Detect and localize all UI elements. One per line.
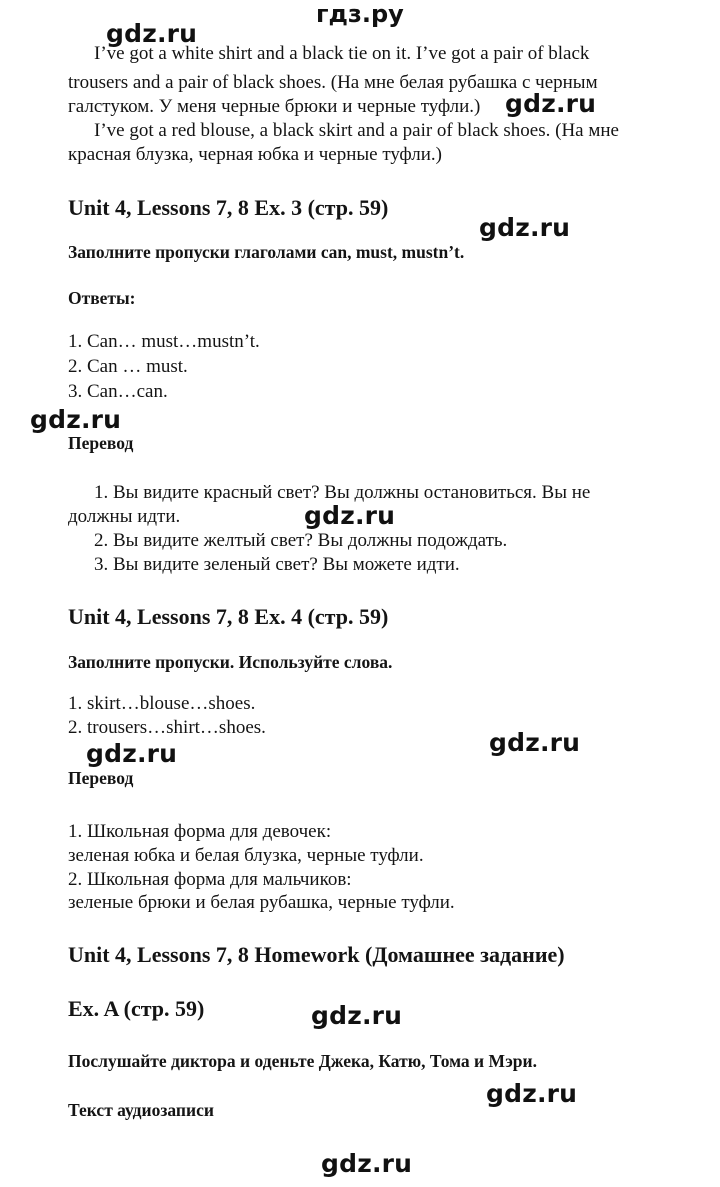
watermark: gdz.ru (321, 1149, 413, 1178)
homework-heading: Unit 4, Lessons 7, 8 Homework (Домашнее задание) (68, 942, 565, 967)
ex3-translation-label: Перевод (68, 433, 134, 453)
ex4-translation-line: 1. Школьная форма для девочек: (68, 821, 332, 842)
watermark: gdz.ru (505, 89, 597, 118)
watermark: gdz.ru (489, 728, 581, 757)
intro-line: trousers and a pair of black shoes. (На мне белая рубашка с черным (68, 72, 598, 93)
ex4-translation-line: зеленая юбка и белая блузка, черные туфли. (68, 845, 424, 866)
ex3-answer: 1. Can… must…mustn’t. (68, 331, 260, 352)
ex4-heading: Unit 4, Lessons 7, 8 Ex. 4 (стр. 59) (68, 604, 389, 629)
ex4-answer: 1. skirt…blouse…shoes. (68, 693, 256, 714)
intro-line: I’ve got a white shirt and a black tie on it. I’ve got a pair of black (94, 43, 590, 64)
ex3-translation-line: 3. Вы видите зеленый свет? Вы можете идти. (94, 554, 460, 575)
ex4-translation-line: 2. Школьная форма для мальчиков: (68, 869, 352, 890)
homework-ex-label: Ex. A (стр. 59) (68, 996, 205, 1021)
ex4-answer: 2. trousers…shirt…shoes. (68, 717, 266, 738)
ex3-answer: 2. Can … must. (68, 356, 188, 377)
watermark: gdz.ru (311, 1001, 403, 1030)
homework-task: Послушайте диктора и оденьте Джека, Катю, Тома и Мэри. (68, 1051, 537, 1071)
watermark: gdz.ru (304, 501, 396, 530)
ex3-heading: Unit 4, Lessons 7, 8 Ex. 3 (стр. 59) (68, 195, 389, 220)
homework-audio-label: Текст аудиозаписи (68, 1100, 214, 1120)
watermark: gdz.ru (30, 405, 122, 434)
ex4-task: Заполните пропуски. Используйте слова. (68, 652, 393, 672)
intro-line: красная блузка, черная юбка и черные туфли.) (68, 144, 442, 165)
intro-line: галстуком. У меня черные брюки и черные туфли.) (68, 96, 481, 117)
watermark: gdz.ru (86, 739, 178, 768)
ex3-answer: 3. Can…can. (68, 381, 168, 402)
ex3-task: Заполните пропуски глаголами can, must, mustn’t. (68, 242, 465, 262)
site-header: гдз.ру (316, 0, 404, 28)
ex4-translation-label: Перевод (68, 768, 134, 788)
ex3-translation-line: должны идти. (68, 506, 181, 527)
ex4-translation-line: зеленые брюки и белая рубашка, черные туфли. (68, 892, 455, 913)
watermark: gdz.ru (486, 1079, 578, 1108)
ex3-translation-line: 1. Вы видите красный свет? Вы должны остановиться. Вы не (94, 482, 591, 503)
watermark: gdz.ru (479, 213, 571, 242)
watermark: gdz.ru (106, 19, 198, 48)
ex3-answers-label: Ответы: (68, 288, 136, 308)
intro-line: I’ve got a red blouse, a black skirt and a pair of black shoes. (На мне (94, 120, 619, 141)
ex3-translation-line: 2. Вы видите желтый свет? Вы должны подождать. (94, 530, 508, 551)
